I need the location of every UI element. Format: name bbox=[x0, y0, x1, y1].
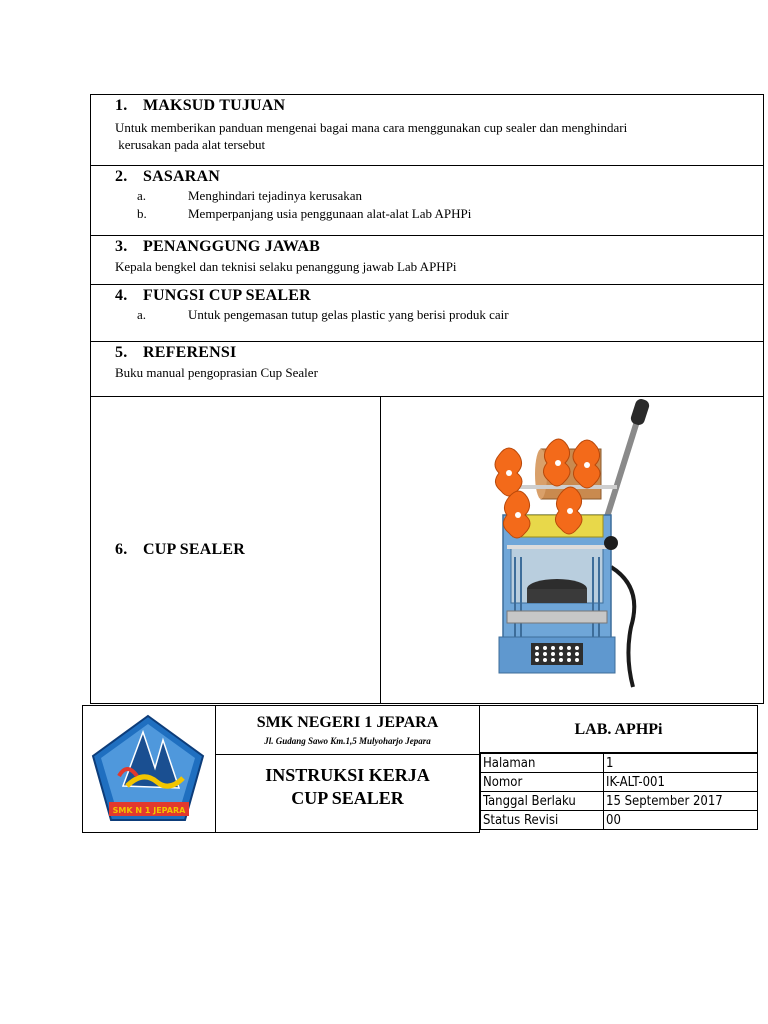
logo-text: SMK N 1 JEPARA bbox=[112, 806, 186, 815]
section-referensi bbox=[91, 342, 763, 397]
document-title-line: CUP SEALER bbox=[291, 788, 404, 808]
school-logo-cell bbox=[82, 705, 216, 833]
meta-value: 00 bbox=[604, 811, 758, 830]
section-heading: 5. REFERENSI bbox=[115, 344, 237, 361]
table-row bbox=[481, 811, 758, 830]
meta-table bbox=[480, 753, 758, 830]
list-text: Untuk pengemasan tutup gelas plastic yang berisi produk cair bbox=[188, 307, 509, 322]
section-body-line: Kepala bengkel dan teknisi selaku penanggung jawab Lab APHPi bbox=[115, 259, 457, 274]
cup-sealer-label-cell bbox=[91, 397, 381, 703]
meta-key: Nomor bbox=[481, 773, 604, 792]
section-heading: 3. PENANGGUNG JAWAB bbox=[115, 238, 320, 255]
section-heading: 2. SASARAN bbox=[115, 168, 220, 185]
section-maksud-tujuan bbox=[91, 95, 763, 166]
section-sasaran bbox=[91, 166, 763, 236]
table-row bbox=[481, 792, 758, 811]
list-marker: a. bbox=[137, 188, 147, 203]
section-heading: 1. MAKSUD TUJUAN bbox=[115, 97, 286, 114]
meta-value: 15 September 2017 bbox=[604, 792, 758, 811]
meta-key: Halaman bbox=[481, 754, 604, 773]
table-row bbox=[481, 754, 758, 773]
cup-sealer-image bbox=[381, 397, 763, 703]
section-body-line: Untuk memberikan panduan mengenai bagai mana cara menggunakan cup sealer dan menghindari bbox=[115, 120, 628, 135]
list-text: Memperpanjang usia penggunaan alat-alat Lab APHPi bbox=[188, 206, 472, 221]
section-penanggung-jawab bbox=[91, 236, 763, 285]
meta-value: IK-ALT-001 bbox=[604, 773, 758, 792]
document-title-cell bbox=[216, 705, 480, 833]
meta-value: 1 bbox=[604, 754, 758, 773]
school-address: Jl. Gudang Sawo Km.1,5 Mulyoharjo Jepara bbox=[264, 736, 431, 746]
divider bbox=[216, 754, 479, 755]
document-meta-cell bbox=[480, 705, 758, 833]
document-sheet bbox=[90, 94, 764, 704]
document-footer-table bbox=[82, 705, 758, 835]
school-name: SMK NEGERI 1 JEPARA bbox=[256, 714, 439, 731]
school-logo bbox=[83, 706, 214, 831]
document-title-line: INSTRUKSI KERJA bbox=[265, 765, 430, 785]
meta-key: Tanggal Berlaku bbox=[481, 792, 604, 811]
section-body-line: Buku manual pengoprasian Cup Sealer bbox=[115, 365, 318, 380]
meta-key: Status Revisi bbox=[481, 811, 604, 830]
section-body-line: kerusakan pada alat tersebut bbox=[115, 137, 266, 152]
list-marker: a. bbox=[137, 307, 147, 322]
table-row bbox=[481, 773, 758, 792]
section-heading: 6. CUP SEALER bbox=[115, 541, 246, 558]
list-marker: b. bbox=[137, 206, 147, 221]
document-title bbox=[216, 764, 479, 810]
section-fungsi-cup-sealer bbox=[91, 285, 763, 342]
lab-name: LAB. APHPi bbox=[480, 705, 758, 753]
list-text: Menghindari tejadinya kerusakan bbox=[188, 188, 362, 203]
cup-sealer-image-cell bbox=[381, 397, 763, 703]
section-heading: 4. FUNGSI CUP SEALER bbox=[115, 287, 311, 304]
